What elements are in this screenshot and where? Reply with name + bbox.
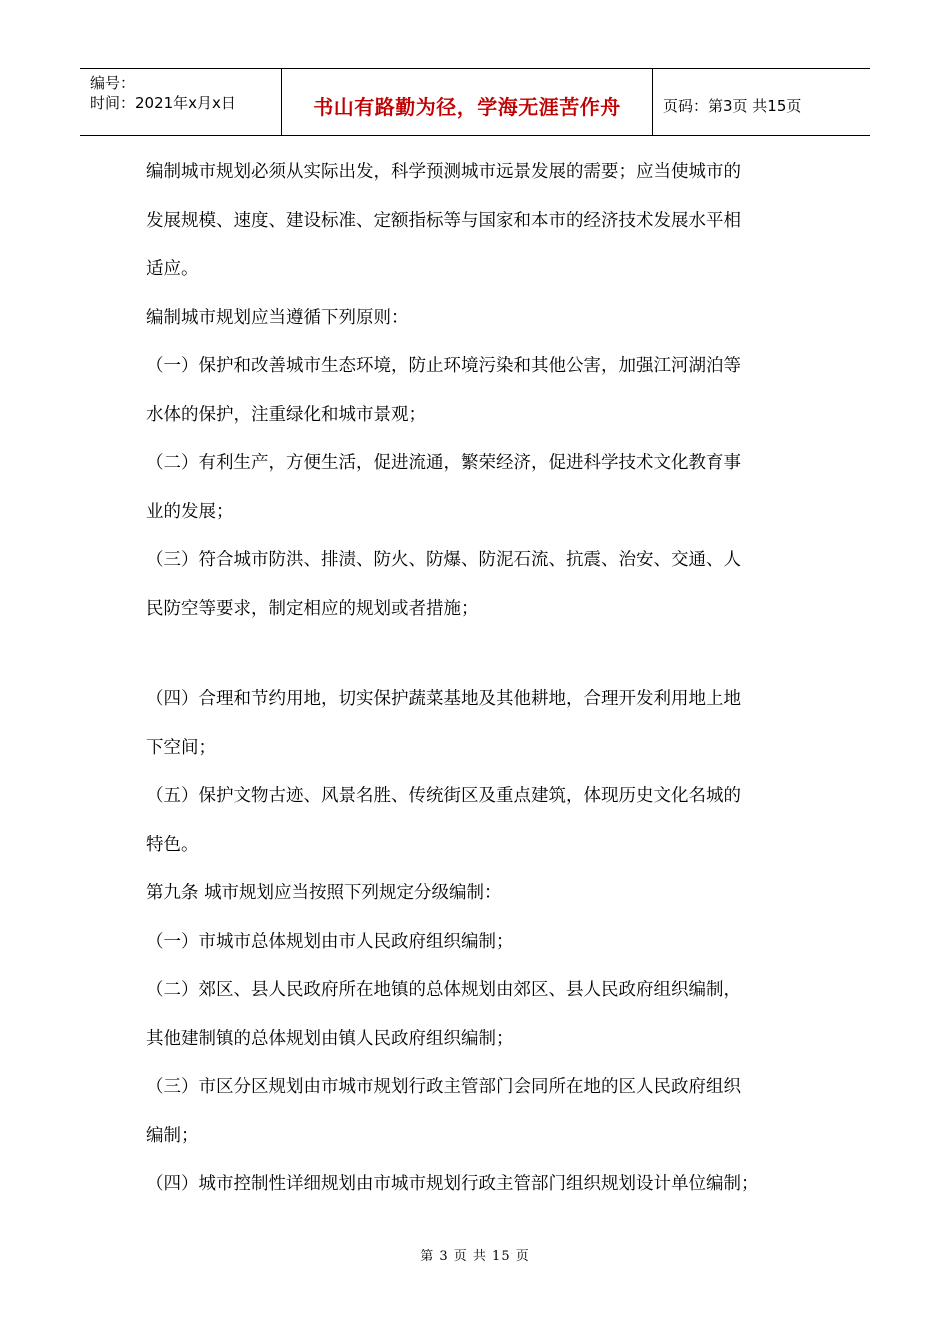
body-line: （一）保护和改善城市生态环境，防止环境污染和其他公害，加强江河湖泊等 [146,356,741,376]
header-meta [80,69,282,135]
body-line: 适应。 [146,259,199,279]
body-line: 业的发展； [146,501,234,522]
header-motto: 书山有路勤为径，学海无涯苦作舟 [313,94,621,119]
section-gap [146,637,816,679]
page-header [80,68,870,136]
body-line: 编制城市规划必须从实际出发，科学预测城市远景发展的需要；应当使城市的 [146,162,741,182]
document-body [146,152,816,1213]
body-line: （四）城市控制性详细规划由市城市规划行政主管部门组织规划设计单位编制； [146,1174,759,1194]
body-line: （五）保护文物古迹、风景名胜、传统街区及重点建筑，体现历史文化名城的 [146,786,741,806]
body-line: 其他建制镇的总体规划由镇人民政府组织编制； [146,1028,514,1049]
header-page-info: 页码：第3页 共15页 [663,96,802,115]
body-line: 编制城市规划应当遵循下列原则： [146,307,409,328]
header-motto-cell [282,69,653,135]
body-line: 特色。 [146,834,199,855]
body-line: 第九条 城市规划应当按照下列规定分级编制： [146,883,502,903]
body-line: （四）合理和节约用地，切实保护蔬菜基地及其他耕地，合理开发利用地上地 [146,689,741,709]
body-line: 发展规模、速度、建设标准、定额指标等与国家和本市的经济技术发展水平相 [146,210,741,231]
body-line: （三）符合城市防洪、排渍、防火、防爆、防泥石流、抗震、治安、交通、人 [146,550,741,570]
body-line: （二）有利生产，方便生活，促进流通，繁荣经济，促进科学技术文化教育事 [146,453,741,473]
body-line: 民防空等要求，制定相应的规划或者措施； [146,598,479,619]
body-line: 下空间； [146,737,216,758]
page-footer: 第 3 页 共 15 页 [420,1249,530,1264]
document-date: 时间：2021年x月x日 [90,94,236,112]
body-line: （二）郊区、县人民政府所在地镇的总体规划由郊区、县人民政府组织编制， [146,980,741,1000]
body-line: （一）市城市总体规划由市人民政府组织编制； [146,931,514,952]
body-line: 编制； [146,1125,199,1146]
document-number-label: 编号： [90,74,136,92]
body-line: 水体的保护，注重绿化和城市景观； [146,404,426,425]
body-line: （三）市区分区规划由市城市规划行政主管部门会同所在地的区人民政府组织 [146,1077,741,1097]
